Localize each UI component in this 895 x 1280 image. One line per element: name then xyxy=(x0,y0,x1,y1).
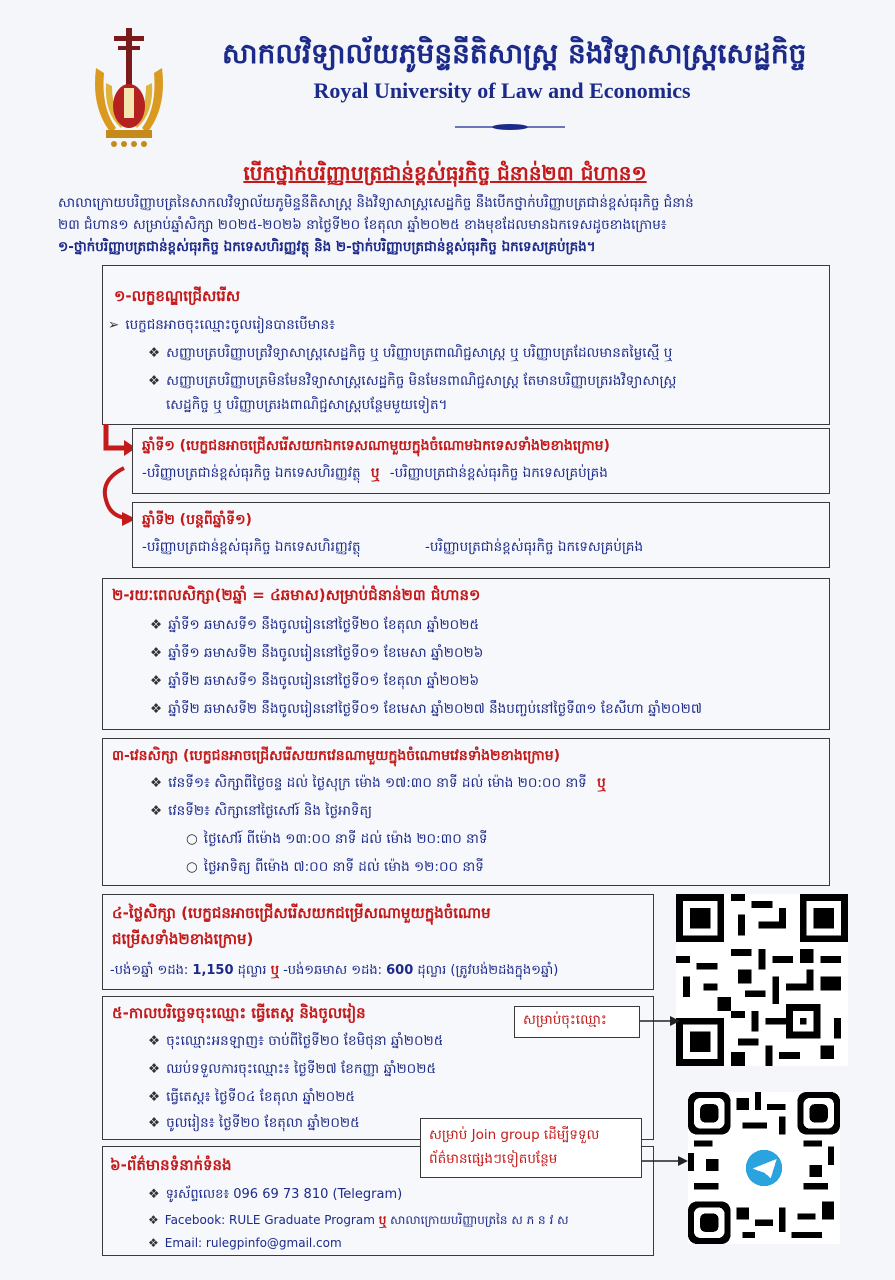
register-callout: សម្រាប់ចុះឈ្មោះ xyxy=(514,1006,640,1038)
fee-annual-label: -បង់១ឆ្នាំ ១ដង: xyxy=(110,963,193,978)
intro-paragraph xyxy=(58,192,848,258)
diamond-bullet-icon: ❖ xyxy=(148,1236,159,1250)
university-name-english: Royal University of Law and Economics xyxy=(313,78,691,103)
program-title: បើកថ្នាក់បរិញ្ញាបត្រជាន់ខ្ពស់ធុរកិច្ច ជំនាន់២៣ ជំហាន១ xyxy=(243,161,647,185)
section-fees-title-2: ជម្រើសទាំង២ខាងក្រោម) xyxy=(112,930,254,948)
contact-email[interactable] xyxy=(148,1236,342,1250)
date-item xyxy=(148,1060,436,1080)
shift2-saturday xyxy=(186,830,487,850)
arrow-right-icon xyxy=(640,1014,680,1028)
criteria-item xyxy=(148,344,672,364)
circle-bullet-icon: ○ xyxy=(186,831,198,847)
date-item xyxy=(148,1032,443,1052)
criteria-item-text: សញ្ញាបត្របរិញ្ញាបត្រវិទ្យាសាស្ត្រសេដ្ឋកិច្ច ឬ បរិញ្ញាបត្រពាណិជ្ជសាស្ត្រ ឬ បរិញ្ញាបត្រដែលមានតម្លៃស្មើ ឬ xyxy=(166,345,673,361)
criteria-item-cont: សេដ្ឋកិច្ច ឬ បរិញ្ញាបត្ររងពាណិជ្ជសាស្ត្របន្ថែមមួយទៀត។ xyxy=(166,397,448,413)
criteria-lead-text: បេក្ខជនអាចចុះឈ្មោះចូលរៀនបានបើមាន៖ xyxy=(125,317,335,333)
registration-qr-code[interactable] xyxy=(676,894,848,1066)
intro-line-1: សាលាក្រោយបរិញ្ញាបត្រនៃសាកលវិទ្យាល័យភូមិន្ទនីតិសាស្ត្រ និងវិទ្យាសាស្ត្រសេដ្ឋកិច្ច នឹងបើកថ្នាក់បរិញ្ញាបត្រជាន់ខ្ពស់ធុរកិច្ច ជំនាន់ xyxy=(58,195,694,211)
contact-phone[interactable] xyxy=(148,1186,402,1205)
facebook-text: Facebook: RULE Graduate Program xyxy=(164,1213,379,1227)
date-item-text: ធ្វើតេស្ត៖ ថ្ងៃទី០៤ ខែតុលា ឆ្នាំ២០២៥ xyxy=(166,1089,355,1105)
shift1-or: ឬ xyxy=(597,775,606,791)
date-item-text: ចូលរៀន៖ ថ្ងៃទី២០ ខែតុលា ឆ្នាំ២០២៥ xyxy=(166,1115,360,1131)
diamond-bullet-icon: ❖ xyxy=(150,775,163,791)
duration-item xyxy=(150,616,479,636)
intro-line-3: ១-ថ្នាក់បរិញ្ញាបត្រជាន់ខ្ពស់ធុរកិច្ច ឯកទេសហិរញ្ញវត្ថុ និង ២-ថ្នាក់បរិញ្ញាបត្រជាន់ខ្ពស់ធុរកិច្ច ឯកទេសគ្រប់គ្រង។ xyxy=(58,239,596,255)
year1-option-management: -បរិញ្ញាបត្រជាន់ខ្ពស់ធុរកិច្ច ឯកទេសគ្រប់គ្រង xyxy=(389,465,608,481)
duration-item xyxy=(150,644,483,664)
diamond-bullet-icon: ❖ xyxy=(150,673,163,689)
section-contact-title: ៦-ព័ត៌មានទំនាក់ទំនង xyxy=(110,1156,232,1174)
section-fees-title-1: ៤-ថ្លៃសិក្សា (បេក្ខជនអាចជ្រើសរើសយកជម្រើសណាមួយក្នុងចំណោម xyxy=(112,904,491,922)
fee-or: ឬ xyxy=(270,963,279,978)
saturday-text: ថ្ងៃសៅរ៍ ពីម៉ោង ១៣:០០ នាទី ដល់ ម៉ោង ២០:៣០ នាទី xyxy=(203,831,488,847)
arrow-bullet-icon: ➢ xyxy=(108,317,120,333)
diamond-bullet-icon: ❖ xyxy=(148,1089,161,1105)
diamond-bullet-icon: ❖ xyxy=(148,1115,161,1131)
fee-annual-unit: ដុល្លារ xyxy=(233,963,271,978)
shift2-sunday xyxy=(186,858,484,878)
shift1-text: វេនទី១៖ សិក្សាពីថ្ងៃចន្ទ ដល់ ថ្ងៃសុក្រ ម៉ោង ១៧:៣០ នាទី ដល់ ម៉ោង ២០:០០ នាទី xyxy=(168,775,587,791)
email-text: Email: rulegpinfo@gmail.com xyxy=(164,1236,342,1250)
diamond-bullet-icon: ❖ xyxy=(148,1187,160,1202)
shift-item xyxy=(150,802,372,822)
fee-semester-unit: ដុល្លារ (ត្រូវបង់២ដងក្នុង១ឆ្នាំ) xyxy=(413,963,559,978)
year1-or: ឬ xyxy=(370,465,380,481)
header-ornament xyxy=(455,122,565,132)
section-shifts-title: ៣-វេនសិក្សា (បេក្ខជនអាចជ្រើសរើសយកវេនណាមួយក្នុងចំណោមវេនទាំង២ខាងក្រោម) xyxy=(112,748,560,764)
join-callout-line-2: ព័ត៌មានផ្សេងៗទៀតបន្ថែម xyxy=(429,1151,558,1167)
year1-title: ឆ្នាំទី១ (បេក្ខជនអាចជ្រើសរើសយកឯកទេសណាមួយក្នុងចំណោមឯកទេសទាំង២ខាងក្រោម) xyxy=(142,438,610,454)
year1-option-finance: -បរិញ្ញាបត្រជាន់ខ្ពស់ធុរកិច្ច ឯកទេសហិរញ្ញវត្ថុ xyxy=(142,465,361,481)
criteria-item-text: សញ្ញាបត្របរិញ្ញាបត្រមិនមែនវិទ្យាសាស្ត្រសេដ្ឋកិច្ច មិនមែនពាណិជ្ជសាស្ត្រ តែមានបរិញ្ញាបត្ររងវិទ្យាសាស្ត្រ xyxy=(166,373,677,389)
join-group-callout xyxy=(420,1118,642,1178)
fee-options xyxy=(110,962,558,981)
intro-line-2: ២៣ ជំហាន១ សម្រាប់ឆ្នាំសិក្សា ២០២៥-២០២៦ នាថ្ងៃទី២០ ខែតុលា ឆ្នាំ២០២៥ ខាងមុខដែលមានឯកទេសដូចខាងក្រោម៖ xyxy=(58,217,667,233)
section-duration-title: ២-រយៈពេលសិក្សា(២ឆ្នាំ = ៤ឆមាស)សម្រាប់ជំនាន់២៣ ជំហាន១ xyxy=(112,586,481,604)
join-callout-line-1: សម្រាប់ Join group ដើម្បីទទួល xyxy=(429,1127,600,1143)
duration-item xyxy=(150,700,702,720)
diamond-bullet-icon: ❖ xyxy=(148,345,161,361)
contact-phone-text: ទូរស័ព្ទលេខ៖ 096 69 73 810 (Telegram) xyxy=(165,1187,403,1202)
circle-bullet-icon: ○ xyxy=(186,859,198,875)
arrow-right-icon xyxy=(642,1154,688,1168)
shift-item xyxy=(150,774,606,794)
year2-title: ឆ្នាំទី២ (បន្តពីឆ្នាំទី១) xyxy=(142,512,252,528)
section-criteria-title: ១-លក្ខខណ្ឌជ្រើសរើស xyxy=(114,287,241,305)
university-logo xyxy=(86,28,172,152)
year2-option-finance: -បរិញ្ញាបត្រជាន់ខ្ពស់ធុរកិច្ច ឯកទេសហិរញ្ញវត្ថុ xyxy=(142,539,361,555)
diamond-bullet-icon: ❖ xyxy=(148,1213,159,1227)
date-item xyxy=(148,1088,355,1108)
duration-item-text: ឆ្នាំទី២ ឆមាសទី១ នឹងចូលរៀននៅថ្ងៃទី០១ ខែតុលា ឆ្នាំ២០២៦ xyxy=(168,673,480,689)
year2-option-management: -បរិញ្ញាបត្រជាន់ខ្ពស់ធុរកិច្ច ឯកទេសគ្រប់គ្រង xyxy=(425,539,644,555)
fee-semester-amount: 600 xyxy=(386,963,414,978)
diamond-bullet-icon: ❖ xyxy=(148,373,161,389)
duration-item-text: ឆ្នាំទី១ ឆមាសទី២ នឹងចូលរៀននៅថ្ងៃទី០១ ខែមេសា ឆ្នាំ២០២៦ xyxy=(168,645,484,661)
year1-options xyxy=(142,464,608,484)
criteria-lead xyxy=(108,316,335,336)
diamond-bullet-icon: ❖ xyxy=(150,645,163,661)
university-name-khmer: សាកលវិទ្យាល័យភូមិន្ទនីតិសាស្ត្រ និងវិទ្យាសាស្ត្រសេដ្ឋកិច្ច xyxy=(222,37,807,70)
criteria-item xyxy=(148,372,676,392)
facebook-or: ឬ xyxy=(378,1213,387,1227)
contact-facebook[interactable] xyxy=(148,1212,569,1230)
date-item-text: ចុះឈ្មោះអនឡាញ៖ ចាប់ពីថ្ងៃទី២០ ខែមិថុនា ឆ្នាំ២០២៥ xyxy=(166,1033,444,1049)
date-item-text: ឈប់ទទួលការចុះឈ្មោះ៖ ថ្ងៃទី២៧ ខែកញ្ញា ឆ្នាំ២០២៥ xyxy=(166,1061,436,1077)
diamond-bullet-icon: ❖ xyxy=(150,701,163,717)
facebook-school-text: សាលាក្រោយបរិញ្ញាបត្រនៃ ស ភ ន វ ស xyxy=(386,1213,569,1227)
diamond-bullet-icon: ❖ xyxy=(148,1061,161,1077)
telegram-qr-code[interactable] xyxy=(688,1092,840,1244)
duration-item-text: ឆ្នាំទី២ ឆមាសទី២ នឹងចូលរៀននៅថ្ងៃទី០១ ខែមេសា ឆ្នាំ២០២៧ នឹងបញ្ចប់នៅថ្ងៃទី៣១ ខែសីហា ឆ្នាំ២០២៧ xyxy=(168,701,702,717)
diamond-bullet-icon: ❖ xyxy=(150,803,163,819)
diamond-bullet-icon: ❖ xyxy=(150,617,163,633)
section-dates-title: ៥-កាលបរិច្ឆេទចុះឈ្មោះ ធ្វើតេស្ត និងចូលរៀន xyxy=(112,1004,366,1022)
shift2-text: វេនទី២៖ សិក្សានៅថ្ងៃសៅរ៍ និង ថ្ងៃអាទិត្យ xyxy=(168,803,373,819)
duration-item-text: ឆ្នាំទី១ ឆមាសទី១ នឹងចូលរៀននៅថ្ងៃទី២០ ខែតុលា ឆ្នាំ២០២៥ xyxy=(168,617,480,633)
fee-semester-label: -បង់១ឆមាស ១ដង: xyxy=(278,963,387,978)
diamond-bullet-icon: ❖ xyxy=(148,1033,161,1049)
date-item xyxy=(148,1114,360,1134)
sunday-text: ថ្ងៃអាទិត្យ ពីម៉ោង ៧:០០ នាទី ដល់ ម៉ោង ១២:០០ នាទី xyxy=(203,859,484,875)
fee-annual-amount: 1,150 xyxy=(192,963,234,978)
duration-item xyxy=(150,672,479,692)
